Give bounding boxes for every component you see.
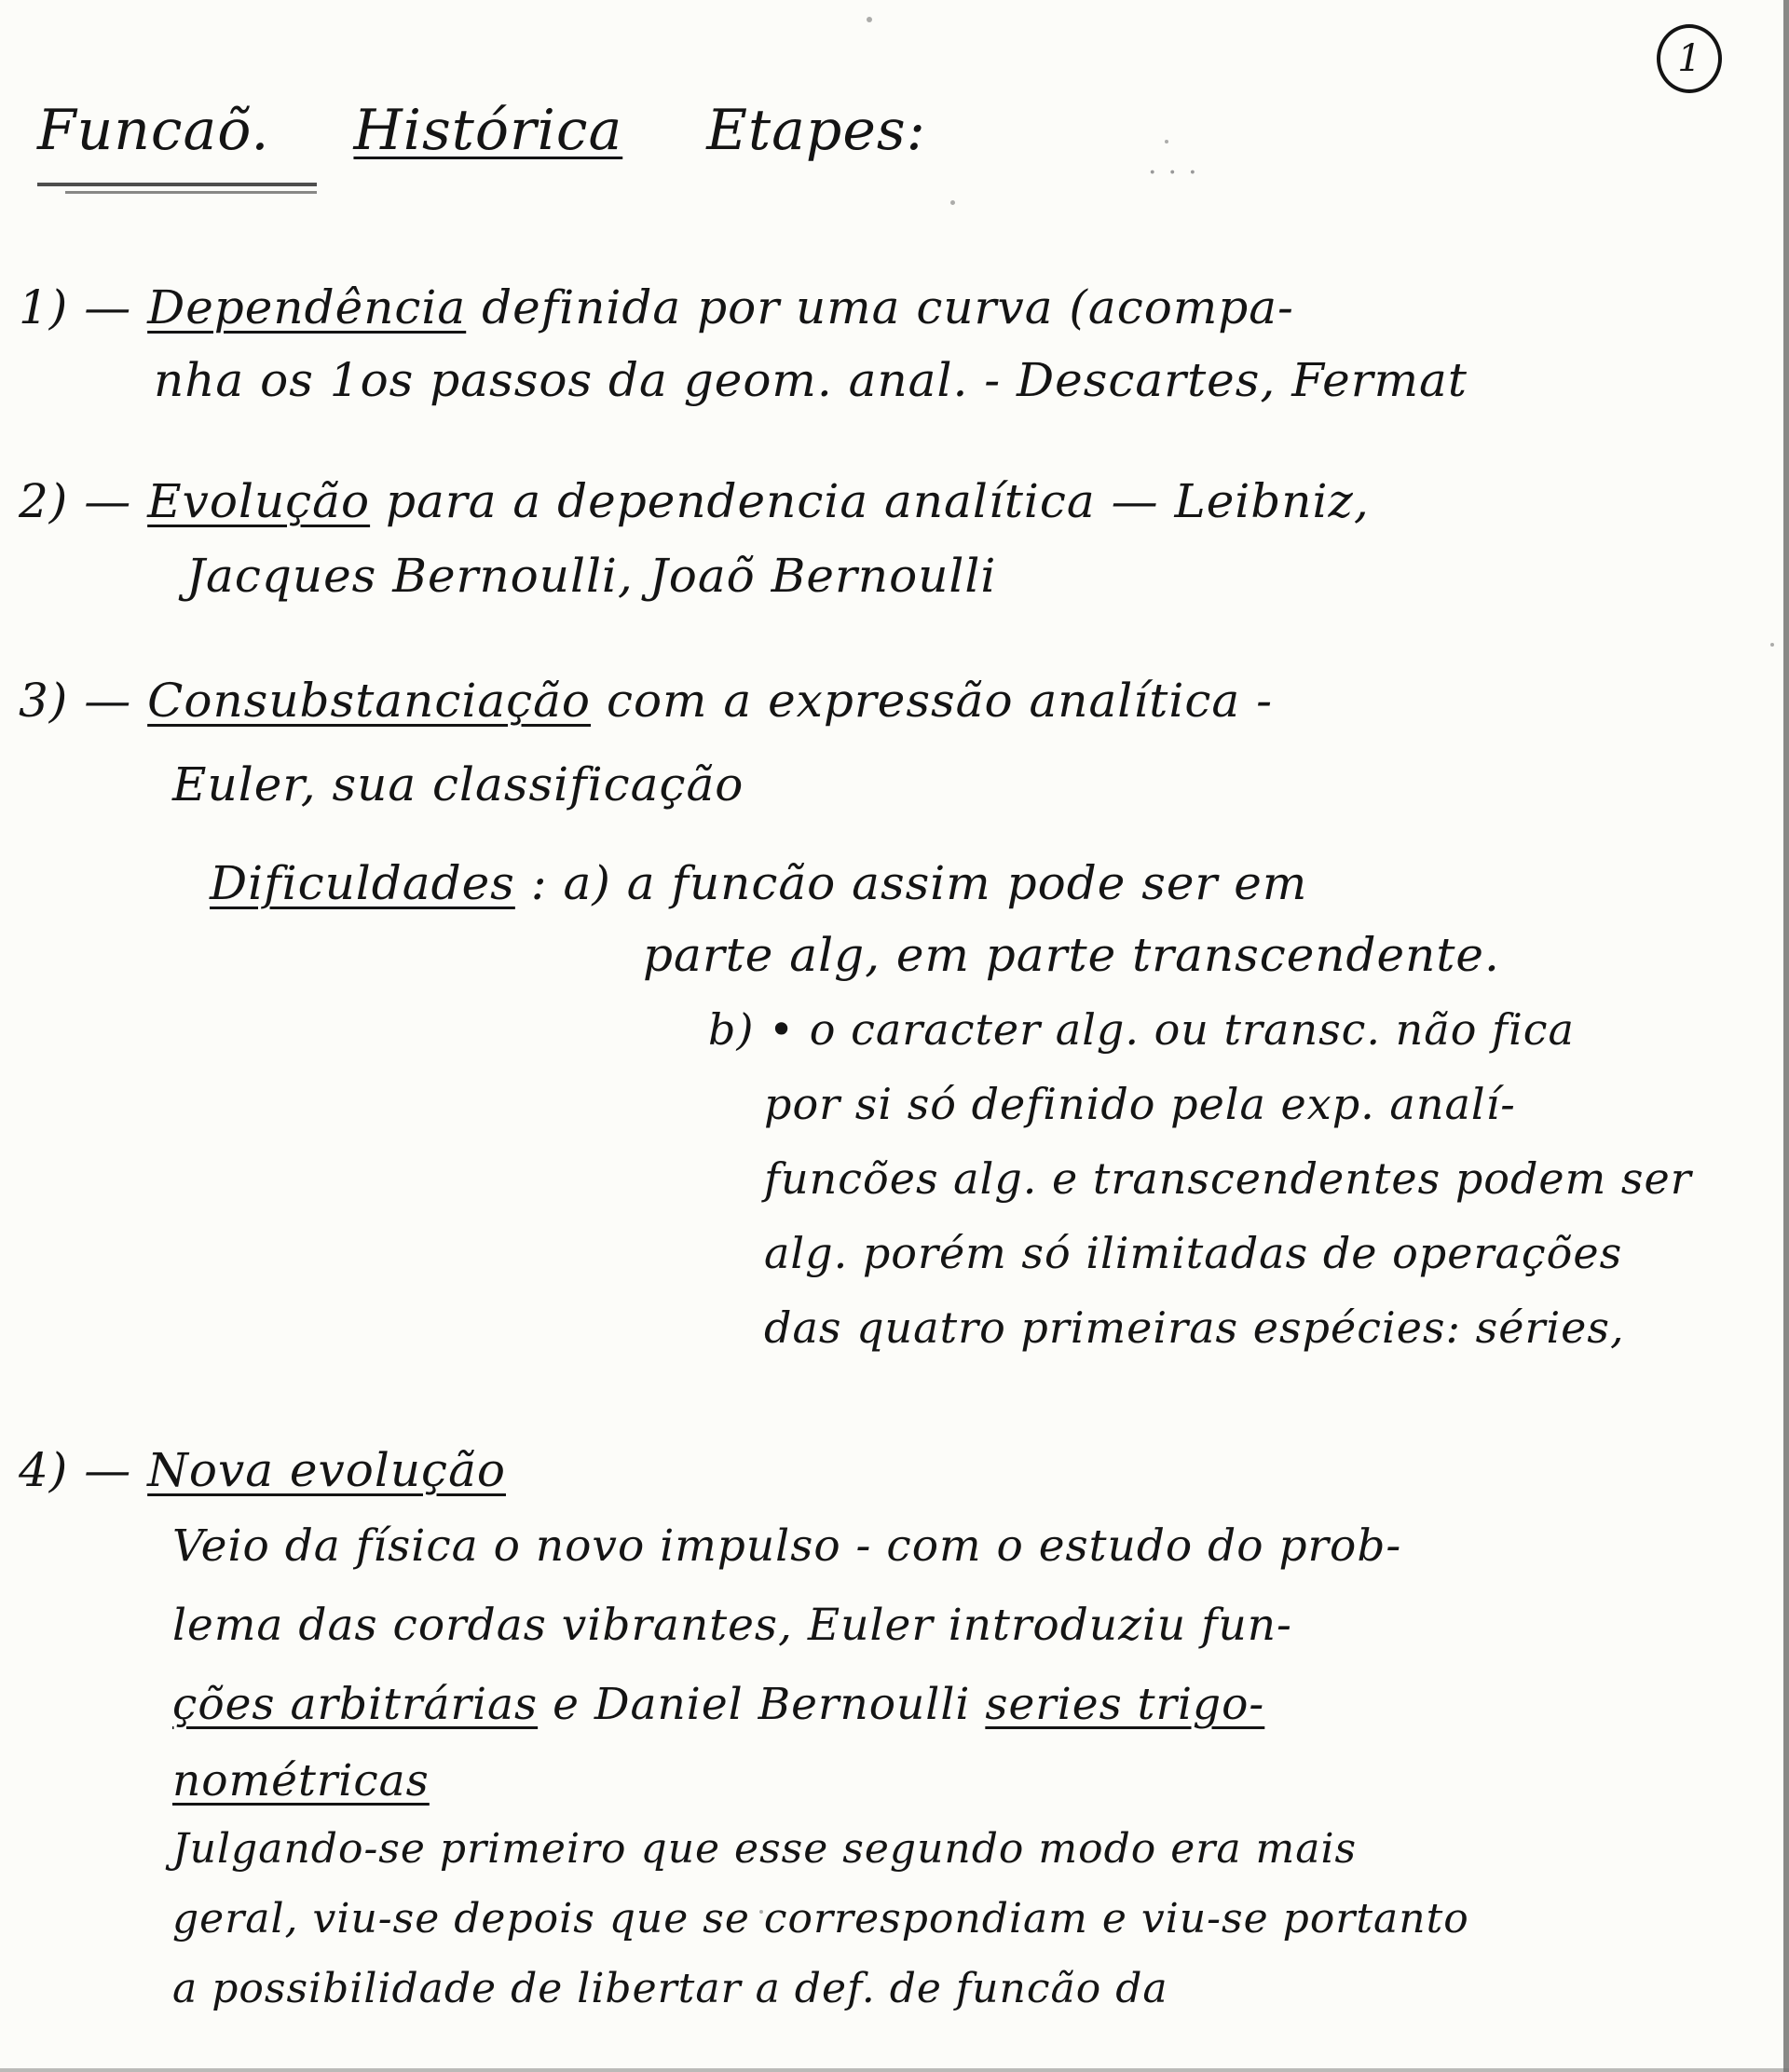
item-4-marker: 4) — bbox=[19, 1443, 132, 1497]
item-4-line-5: nométricas bbox=[172, 1755, 430, 1806]
page-number: 1 bbox=[1677, 37, 1701, 80]
scan-edge-bottom bbox=[0, 2068, 1789, 2072]
title-underline bbox=[37, 183, 317, 186]
item-1-marker: 1) — bbox=[19, 280, 132, 334]
item-1-line-1 bbox=[19, 279, 1294, 335]
item-3-term: Consubstanciação bbox=[147, 674, 592, 728]
dificuldades-colon: : bbox=[530, 856, 548, 910]
item-4-term: Nova evolução bbox=[147, 1443, 506, 1497]
dificuldades-b-line-1: b) • o caracter alg. ou transc. não fica bbox=[708, 1004, 1575, 1055]
series-trigo: series trigo- bbox=[985, 1679, 1265, 1730]
item-1-text: definida por uma curva (acompa- bbox=[482, 280, 1294, 334]
dificuldades-label: Dificuldades bbox=[210, 856, 515, 910]
dificuldades-b-line-4: alg. porém só ilimitadas de operações bbox=[764, 1228, 1623, 1278]
dotted-mark: ··· bbox=[1148, 157, 1209, 189]
item-2-term: Evolução bbox=[147, 474, 371, 528]
page-title bbox=[37, 98, 926, 163]
scan-speck bbox=[950, 200, 955, 205]
title-word-2: Histórica bbox=[353, 98, 623, 163]
item-4-connector: e Daniel Bernoulli bbox=[553, 1679, 986, 1730]
item-3-marker: 3) — bbox=[19, 674, 132, 728]
item-4-line-2: Veio da física o novo impulso - com o estudo do prob- bbox=[172, 1520, 1402, 1572]
item-4-line-1 bbox=[19, 1442, 506, 1498]
title-word-1: Funcaõ. bbox=[37, 98, 270, 163]
item-4-line-4 bbox=[172, 1677, 1264, 1733]
scan-speck bbox=[867, 17, 872, 22]
scan-speck bbox=[1165, 140, 1168, 143]
dificuldades-a: a) a funcão assim pode ser em bbox=[563, 856, 1308, 910]
funcoes-arbitrarias: ções arbitrárias bbox=[172, 1679, 539, 1730]
item-4-line-7: geral, viu-se depois que se correspondiam e viu-se portanto bbox=[172, 1895, 1469, 1942]
item-2-line-1 bbox=[19, 473, 1370, 529]
scan-speck bbox=[1770, 643, 1774, 647]
title-word-3: Etapes: bbox=[706, 98, 926, 163]
scan-edge-right bbox=[1783, 0, 1789, 2072]
dificuldades-b-line-3: funcões alg. e transcendentes podem ser bbox=[764, 1153, 1692, 1204]
item-2-marker: 2) — bbox=[19, 474, 132, 528]
dificuldades-b-line-2: por si só definido pela exp. analí- bbox=[764, 1079, 1516, 1129]
item-3-text: com a expressão analítica - bbox=[606, 674, 1273, 728]
item-1-term: Dependência bbox=[147, 280, 467, 334]
item-2-text: para a dependencia analítica — Leibniz, bbox=[386, 474, 1370, 528]
item-4-line-8: a possibilidade de libertar a def. de funcão da bbox=[172, 1965, 1168, 2012]
item-4-line-6: Julgando-se primeiro que esse segundo modo era mais bbox=[172, 1825, 1358, 1873]
dificuldades-line-a bbox=[210, 855, 1307, 911]
dificuldades-b-line-5: das quatro primeiras espécies: séries, bbox=[764, 1302, 1625, 1353]
item-3-line-2: Euler, sua classificação bbox=[172, 757, 744, 811]
title-underline-double bbox=[65, 191, 317, 194]
item-1-line-2: nha os 1os passos da geom. anal. - Descartes, Fermat bbox=[154, 353, 1468, 407]
item-4-line-3: lema das cordas vibrantes, Euler introduziu fun- bbox=[172, 1600, 1292, 1651]
dificuldades-a-cont: parte alg, em parte transcendente. bbox=[643, 928, 1500, 982]
page-number-circle bbox=[1657, 24, 1722, 93]
item-2-line-2: Jacques Bernoulli, Joaõ Bernoulli bbox=[186, 549, 997, 603]
item-3-line-1 bbox=[19, 673, 1273, 729]
